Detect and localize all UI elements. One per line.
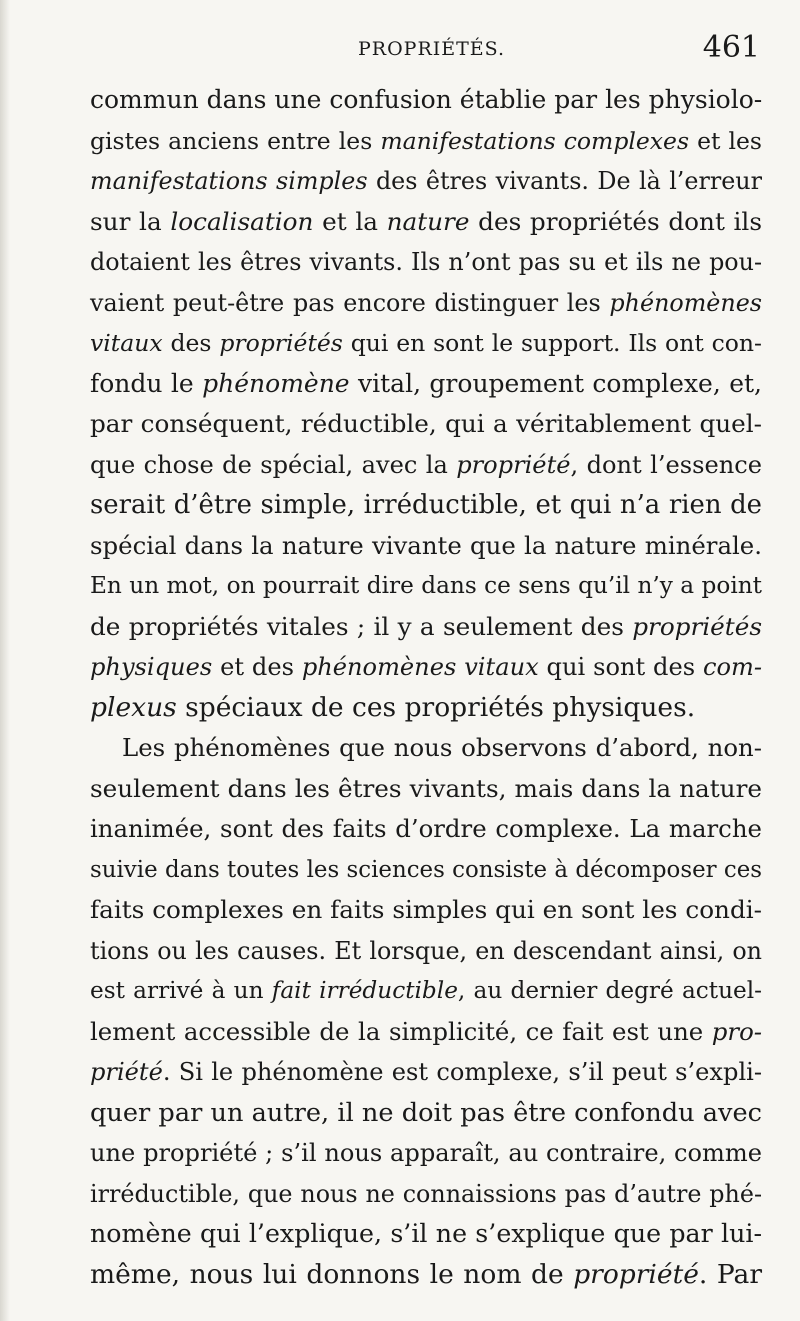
text-line xyxy=(90,728,762,769)
page-header xyxy=(90,30,760,70)
text-segment: seulement dans les êtres vivants, mais dans la nature xyxy=(90,773,762,803)
text-segment: et les xyxy=(689,126,762,155)
text-line xyxy=(90,971,762,1012)
text-segment: de propriétés vitales ; il y a seulement des xyxy=(90,611,633,641)
italic-text: vitaux xyxy=(90,329,163,357)
text-segment: même, nous lui donnons le nom de xyxy=(90,1258,574,1290)
text-segment: . Par xyxy=(698,1258,762,1290)
text-segment: par conséquent, réductible, qui a véritablement quel- xyxy=(90,409,762,438)
text-segment: nomène qui l’explique, s’il ne s’explique que par lui- xyxy=(90,1219,762,1248)
italic-text: propriétés xyxy=(219,329,343,357)
text-line xyxy=(90,647,762,688)
italic-text: fait irréductible xyxy=(271,977,458,1004)
text-line xyxy=(90,404,762,445)
text-segment: spécial dans la nature vivante que la nature minérale. xyxy=(90,530,762,560)
text-line xyxy=(90,769,762,810)
text-segment: spéciaux de ces propriétés physiques. xyxy=(176,691,696,723)
text-line xyxy=(90,161,762,202)
italic-text: propriétés xyxy=(632,611,762,641)
text-line xyxy=(90,1255,762,1296)
text-segment: qui en sont le support. Ils ont con- xyxy=(342,329,762,357)
text-segment: des xyxy=(162,329,220,357)
italic-text: com- xyxy=(702,653,762,681)
text-line xyxy=(90,202,762,243)
text-line xyxy=(90,121,762,162)
text-segment: lement accessible de la simplicité, ce fait est une xyxy=(90,1016,712,1046)
text-line xyxy=(90,1012,762,1053)
italic-text: propriété xyxy=(573,1258,699,1290)
italic-text: phénomènes xyxy=(609,288,762,317)
text-segment: qui sont des xyxy=(538,653,703,681)
text-line xyxy=(90,688,762,729)
text-segment: gistes anciens entre les xyxy=(90,126,381,155)
text-segment: des êtres vivants. De là l’erreur xyxy=(367,167,762,195)
text-segment: Les phénomènes que nous observons d’abord, non- xyxy=(122,733,762,762)
text-line xyxy=(90,1052,762,1093)
italic-text: physiques xyxy=(90,653,213,681)
text-segment: vital, groupement complexe, et, xyxy=(349,368,762,398)
italic-text: localisation xyxy=(170,206,314,236)
text-line xyxy=(90,850,762,891)
text-segment: sur la xyxy=(90,206,171,236)
text-line xyxy=(90,364,762,405)
text-segment: tions ou les causes. Et lorsque, en descendant ainsi, on xyxy=(90,936,762,965)
text-segment: En un mot, on pourrait dire dans ce sens qu’il n’y a point xyxy=(90,572,762,599)
running-title: PROPRIÉTÉS. xyxy=(358,38,506,60)
text-line xyxy=(90,526,762,567)
text-segment: que chose de spécial, avec la xyxy=(90,450,457,479)
text-line xyxy=(90,445,762,486)
text-segment: suivie dans toutes les sciences consiste à décomposer ces xyxy=(90,856,762,883)
text-line xyxy=(90,931,762,972)
page-edge-shadow xyxy=(0,0,10,1321)
italic-text: nature xyxy=(386,206,470,236)
text-line xyxy=(90,890,762,931)
text-line xyxy=(90,80,762,121)
text-line xyxy=(90,1214,762,1255)
italic-text: manifestations simples xyxy=(90,167,368,195)
text-segment: , au dernier degré actuel- xyxy=(457,977,762,1004)
text-line xyxy=(90,485,762,526)
text-segment: quer par un autre, il ne doit pas être confondu avec xyxy=(90,1097,762,1128)
italic-text: phénomène xyxy=(202,368,350,398)
text-line xyxy=(90,607,762,648)
text-line xyxy=(90,1174,762,1215)
italic-text: propriété xyxy=(456,450,571,479)
text-segment: . Si le phénomène est complexe, s’il peut s’expli- xyxy=(162,1058,762,1086)
text-segment: vaient peut-être pas encore distinguer les xyxy=(90,288,610,317)
italic-text: priété xyxy=(90,1058,163,1086)
body-text xyxy=(90,80,762,1295)
text-segment: et des xyxy=(212,653,302,681)
text-segment: fondu le xyxy=(90,368,203,398)
text-segment: inanimée, sont des faits d’ordre complexe. La marche xyxy=(90,814,762,843)
text-segment: dotaient les êtres vivants. Ils n’ont pas su et ils ne pou- xyxy=(90,248,762,276)
page-number: 461 xyxy=(702,30,760,65)
text-segment: une propriété ; s’il nous apparaît, au contraire, comme xyxy=(90,1139,762,1167)
text-line xyxy=(90,1133,762,1174)
italic-text: plexus xyxy=(90,691,177,723)
text-line xyxy=(90,566,762,607)
text-segment: commun dans une confusion établie par les physiolo- xyxy=(90,85,763,114)
text-segment: , dont l’essence xyxy=(570,450,762,479)
text-line xyxy=(90,323,762,364)
italic-text: phénomènes vitaux xyxy=(301,653,539,681)
text-segment: serait d’être simple, irréductible, et qui n’a rien de xyxy=(90,490,762,520)
text-line xyxy=(90,809,762,850)
text-line xyxy=(90,1093,762,1134)
text-segment: est arrivé à un xyxy=(90,977,272,1004)
italic-text: pro- xyxy=(711,1016,762,1046)
text-segment: et la xyxy=(313,206,387,236)
text-line xyxy=(90,283,762,324)
italic-text: manifestations complexes xyxy=(380,126,690,155)
text-line xyxy=(90,242,762,283)
text-segment: faits complexes en faits simples qui en sont les condi- xyxy=(90,895,762,924)
text-segment: irréductible, que nous ne connaissions pas d’autre phé- xyxy=(90,1179,762,1208)
text-segment: des propriétés dont ils xyxy=(469,206,763,236)
